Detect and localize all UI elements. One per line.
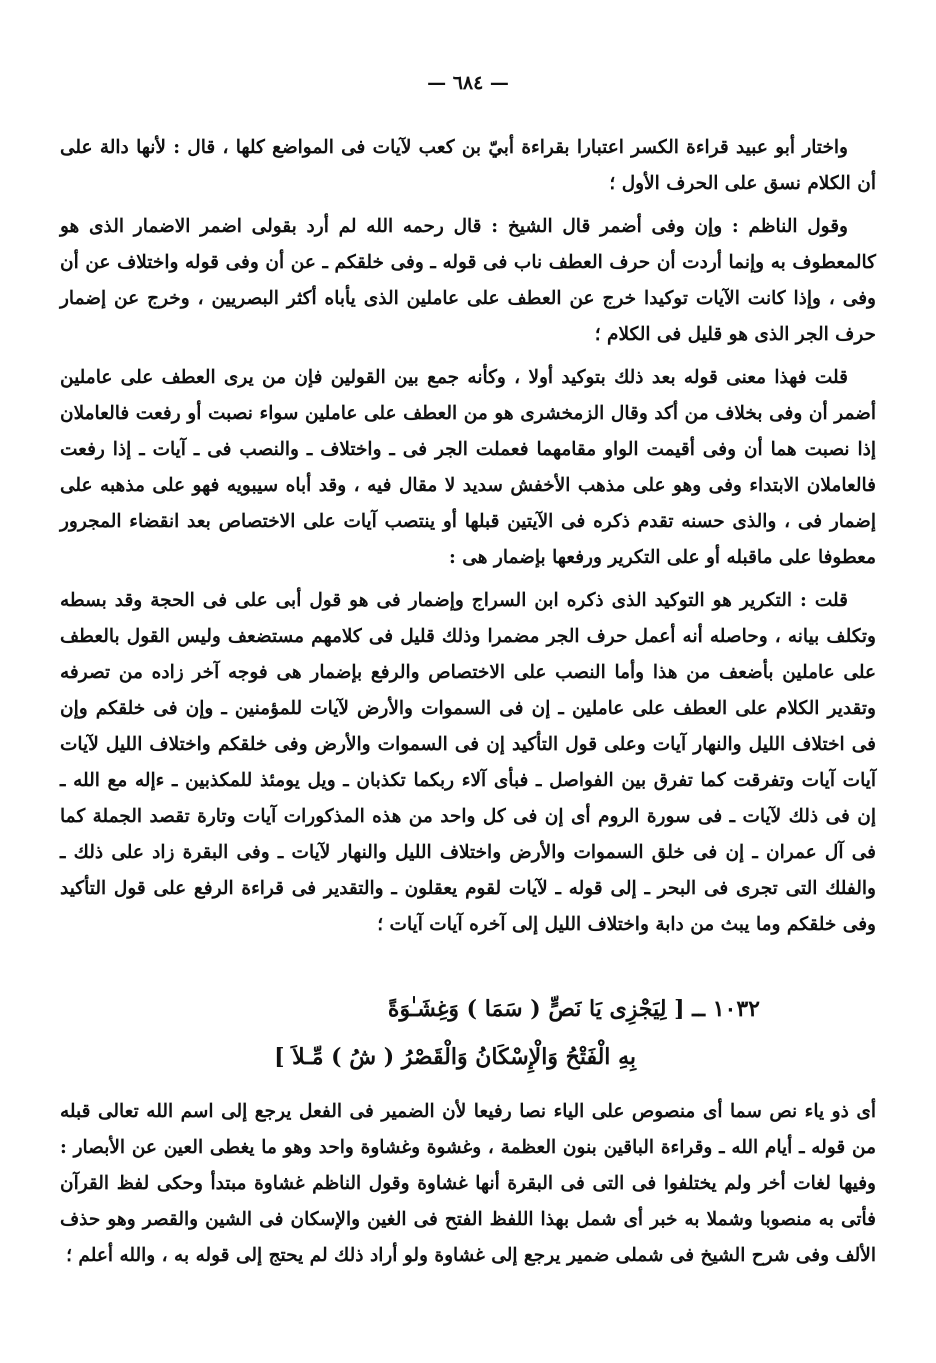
- paragraph: قلت فهذا معنى قوله بعد ذلك بتوكيد أولا ، وكأنه جمع بين القولين فإن من يرى العطف على عاملين أضمر أن وفى بخلاف من أكد وقال الزمخشرى هو من العطف على عاملين سواء نصبت أو رفعت فالعاملان إذا نصبت هما أن وفى أقيمت الواو مقامهما فعملت الجر فى ـ واختلاف ـ والنصب فى ـ آيات ـ إذا رفعت فالعاملان الابتداء وفى وهو على مذهب الأخفش سديد لا مقال فيه ، وقد أباه سيبويه فهو على مذهبه على إضمار فى ، والذى حسنه تقدم ذكره فى الآيتين قبلها أو ينتصب آيات على الاختصاص بعد انقضاء المجرور معطوفا على ماقبله أو على التكرير ورفعها بإضمار هى :: [60, 367, 876, 568]
- commentary-paragraph: أى ذو ياء نص سما أى منصوص على الياء نصا رفيعا لأن الضمير فى الفعل يرجع إلى اسم الله تعالى قبله من قوله ـ أيام الله ـ وقراءة الباقين بنون العظمة ، وغشوة وغشاوة واحد وهو ما يغطى العين عن الأبصار : وفيها لغات أخر ولم يختلفوا فى التى فى البقرة أنها غشاوة وقول الناظم غشاوة مبتدأ وحكى لفظ القرآن فأتى به منصوبا وشملا به خبر أى شمل بهذا اللفظ الفتح فى الغين والإسكان فى الشين والقصر وهو حذف الألف وفى شرح الشيخ فى شملى ضمير يرجع إلى غشاوة ولو أراد ذلك لم يحتج إلى قوله به ، والله أعلم ؛: [60, 1101, 876, 1266]
- verse-line-2: بِهِ الْفَتْحُ وَالْإِسْكَانُ وَالْقَصْرُ ( شُ ) مِّـلاَ ]: [274, 1044, 636, 1070]
- paragraph: قلت : التكرير هو التوكيد الذى ذكره ابن السراج وإضمار فى هو قول أبى على فى الحجة وقد بسطه وتكلف بيانه ، وحاصله أنه أعمل حرف الجر مضمرا وذلك قليل فى كلامهم مستضعف وليس القول بالعطف على عاملين بأضعف من هذا وأما النصب على الاختصاص والرفع بإضمار هى فوجه آخر زاده من تصرفه وتقدير الكلام على العطف على عاملين ـ إن فى السموات والأرض لآيات للمؤمنين ـ وإن فى خلقكم وإن فى اختلاف الليل والنهار آيات وعلى قول التأكيد إن فى السموات والأرض وفى خلقكم واختلاف الليل لآيات آيات آيات وتفرقت كما تفرق بين الفواصل ـ فبأى آلاء ربكما تكذبان ـ ويل يومئذ للمكذبين ـ ءإله مع الله ـ إن فى ذلك لآيات ـ فى سورة الروم أى إن فى كل واحد من هذه المذكورات آيات وتارة تقصد الجملة كما فى آل عمران ـ إن فى خلق السموات والأرض واختلاف الليل والنهار لآيات ـ وفى البقرة زاد على ذلك ـ والفلك التى تجرى فى البحر ـ إلى قوله ـ لآيات لقوم يعقلون ـ والتقدير فى قراءة الرفع على قول التأكيد وفى خلقكم وما يبث من دابة واختلاف الليل إلى آخره آيات آيات ؛: [60, 590, 876, 935]
- paragraph: واختار أبو عبيد قراءة الكسر اعتبارا بقراءة أبيّ بن كعب لآيات فى المواضع كلها ، قال : لأنها دالة على أن الكلام نسق على الحرف الأول ؛: [60, 137, 876, 194]
- paragraph: وقول الناظم : وإن وفى أضمر قال الشيخ : قال رحمه الله لم أرد بقولى اضمر الاضمار الذى هو كالمعطوف به وإنما أردت أن حرف العطف ناب فى قوله ـ وفى خلقكم ـ عن أن وفى قوله واختلاف عن أن وفى ، وإذا كانت الآيات توكيدا خرج عن العطف على عاملين الذى يأباه أكثر البصريين ، وخرج عن إضمار حرف الجر الذى هو قليل فى الكلام ؛: [60, 216, 876, 345]
- page-number: — ٦٨٤ —: [427, 72, 509, 94]
- main-text: [60, 130, 876, 950]
- verse-line-1: ١٠٣٢ ــ [ لِيَجْزِى يَا نَصٍّ ( سَمَا ) وَغِشَـٰوَةً: [387, 996, 760, 1022]
